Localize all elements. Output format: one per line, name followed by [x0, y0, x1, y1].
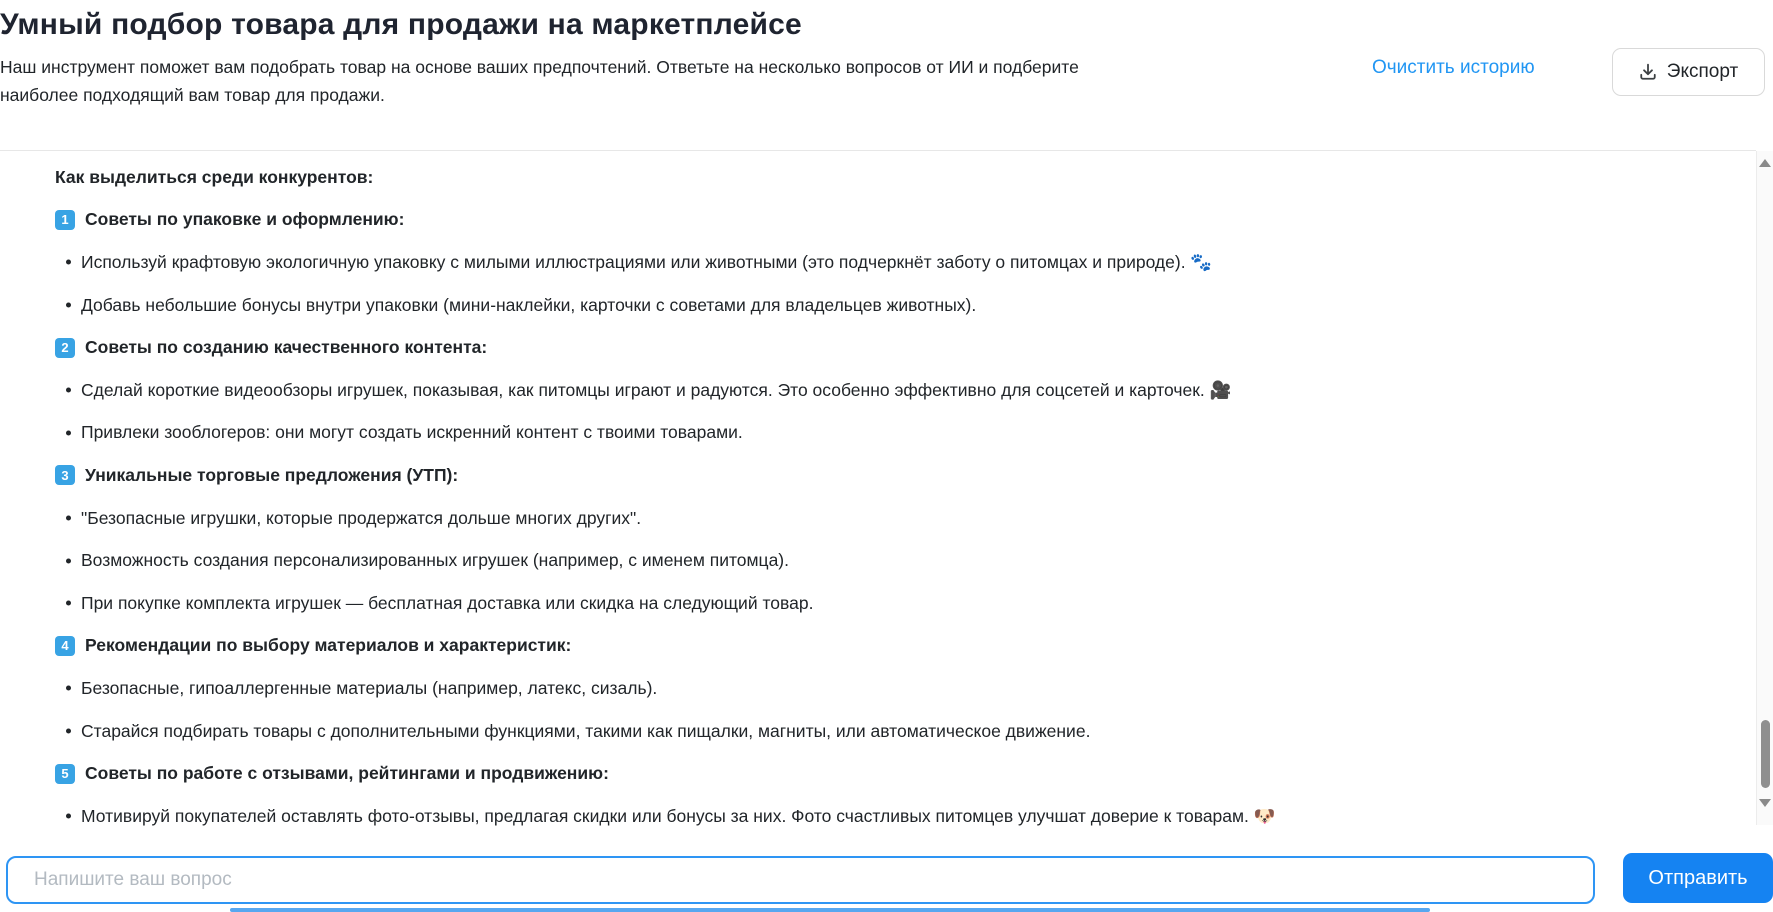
chat-intro-heading: Как выделиться среди конкурентов:: [55, 166, 374, 187]
section-title-text: Рекомендации по выбору материалов и характеристик:: [85, 635, 572, 656]
page-title: Умный подбор товара для продажи на маркетплейсе: [0, 8, 802, 41]
number-badge-icon: 3: [55, 465, 75, 485]
export-button-label: Экспорт: [1666, 61, 1739, 82]
number-badge-icon: 2: [55, 338, 75, 358]
export-button[interactable]: [1612, 48, 1765, 96]
send-button[interactable]: Отправить: [1623, 853, 1773, 903]
bullet-item: Добавь небольшие бонусы внутри упаковки (мини-наклейки, карточки с советами для владельцев животных).: [55, 284, 1736, 327]
section-title-text: Уникальные торговые предложения (УТП):: [85, 464, 459, 485]
clear-history-link[interactable]: Очистить историю: [1372, 57, 1535, 78]
section-title-text: Советы по работе с отзывами, рейтингами и продвижению:: [85, 763, 609, 784]
section-heading: [55, 752, 1736, 795]
bullet-item: Сделай короткие видеообзоры игрушек, показывая, как питомцы играют и радуются. Это особенно эффективно для соцсетей и карточек. 🎥: [55, 369, 1736, 412]
number-badge-icon: 4: [55, 636, 75, 656]
bullet-item: Привлеки зооблогеров: они могут создать искренний контент с твоими товарами.: [55, 412, 1736, 455]
section-heading: [55, 326, 1736, 369]
scroll-down-icon[interactable]: [1759, 799, 1771, 807]
scrollbar-thumb[interactable]: [1761, 720, 1770, 788]
bullet-item: Используй крафтовую экологичную упаковку с милыми иллюстрациями или животными (это подчеркнёт заботу о питомцах и природе). 🐾: [55, 241, 1736, 284]
bullet-item: При покупке комплекта игрушек — бесплатная доставка или скидка на следующий товар.: [55, 582, 1736, 625]
section-title-text: Советы по созданию качественного контента:: [85, 337, 488, 358]
question-input[interactable]: [6, 856, 1595, 904]
section-heading: [55, 625, 1736, 668]
section-heading: [55, 199, 1736, 242]
chat-messages: [55, 199, 1736, 838]
download-icon: [1639, 63, 1657, 81]
vertical-scrollbar[interactable]: [1756, 151, 1773, 825]
number-badge-icon: 1: [55, 210, 75, 230]
bullet-item: Безопасные, гипоаллергенные материалы (например, латекс, сизаль).: [55, 667, 1736, 710]
bullet-item: Старайся подбирать товары с дополнительными функциями, такими как пищалки, магниты, или автоматическое движение.: [55, 710, 1736, 753]
bullet-item: Мотивируй покупателей оставлять фото-отзывы, предлагая скидки или бонусы за них. Фото счастливых питомцев улучшат доверие к товарам. 🐶: [55, 795, 1736, 838]
bottom-accent-bar: [230, 908, 1430, 912]
section-heading: [55, 454, 1736, 497]
section-title-text: Советы по упаковке и оформлению:: [85, 209, 405, 230]
page-subtitle: Наш инструмент поможет вам подобрать товар на основе ваших предпочтений. Ответьте на несколько вопросов от ИИ и подберите наиболее подходящий вам товар для продажи.: [0, 57, 1079, 105]
scroll-up-icon[interactable]: [1759, 159, 1771, 167]
chat-panel: [0, 150, 1756, 845]
bullet-item: "Безопасные игрушки, которые продержатся дольше многих других".: [55, 497, 1736, 540]
bullet-item: Возможность создания персонализированных игрушек (например, с именем питомца).: [55, 539, 1736, 582]
number-badge-icon: 5: [55, 764, 75, 784]
